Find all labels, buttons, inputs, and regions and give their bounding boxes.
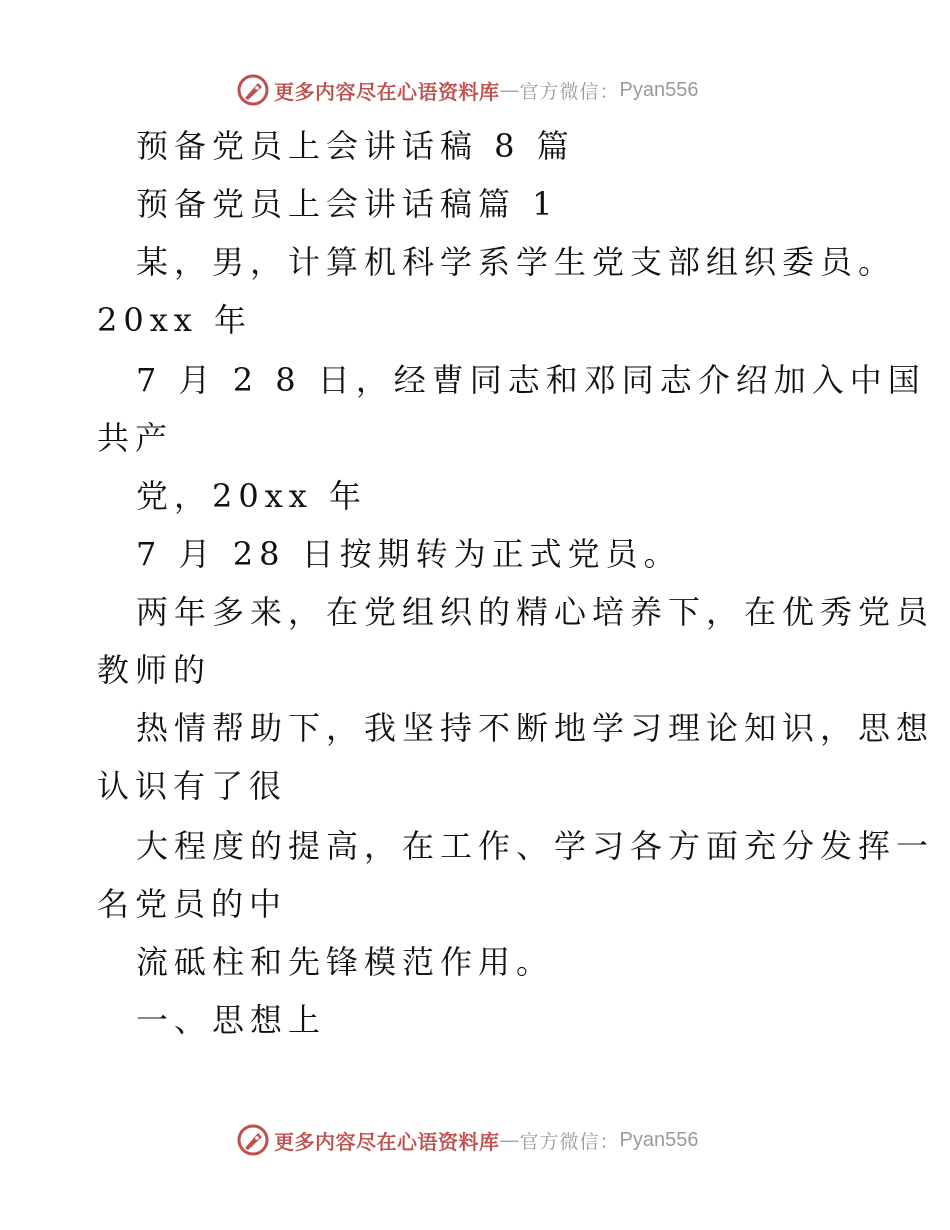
body-line: 名党员的中 <box>97 885 288 923</box>
section-heading: 一、思想上 <box>136 1001 327 1039</box>
pen-nib-icon <box>236 1123 270 1157</box>
body-line: 两年多来，在党组织的精心培养下，在优秀党员 <box>136 593 935 631</box>
pen-nib-icon <box>236 73 270 107</box>
body-line: 20xx 年 <box>97 301 252 339</box>
body-line: 党，20xx 年 <box>136 477 367 515</box>
banner-wechat-id: Pyan556 <box>619 1128 699 1151</box>
body-line: 认识有了很 <box>97 767 288 805</box>
banner-wechat-label: 官方微信： <box>519 80 620 103</box>
body-line: 某，男，计算机科学系学生党支部组织委员。 <box>136 243 897 281</box>
body-line: 热情帮助下，我坚持不断地学习理论知识，思想 <box>136 709 935 747</box>
document-title: 预备党员上会讲话稿 8 篇 <box>136 127 575 165</box>
body-line: 流砥柱和先锋模范作用。 <box>136 943 555 981</box>
body-line: 教师的 <box>97 651 212 689</box>
section-heading: 预备党员上会讲话稿篇 1 <box>136 185 559 223</box>
body-line: 7 月 28 日按期转为正式党员。 <box>136 535 682 573</box>
body-line: 共产 <box>97 419 174 457</box>
header-banner <box>236 72 698 108</box>
banner-wechat-label: 官方微信： <box>519 1130 620 1153</box>
body-line: 大程度的提高，在工作、学习各方面充分发挥一 <box>136 827 935 865</box>
banner-separator: — <box>499 1128 520 1152</box>
banner-wechat-id: Pyan556 <box>619 78 699 101</box>
banner-text: 更多内容尽在心语资料库 <box>274 1129 500 1154</box>
banner-separator: — <box>499 78 520 102</box>
banner-text: 更多内容尽在心语资料库 <box>274 79 500 104</box>
body-line: 7 月 2 8 日，经曹同志和邓同志介绍加入中国 <box>136 361 926 399</box>
footer-banner <box>236 1122 698 1158</box>
